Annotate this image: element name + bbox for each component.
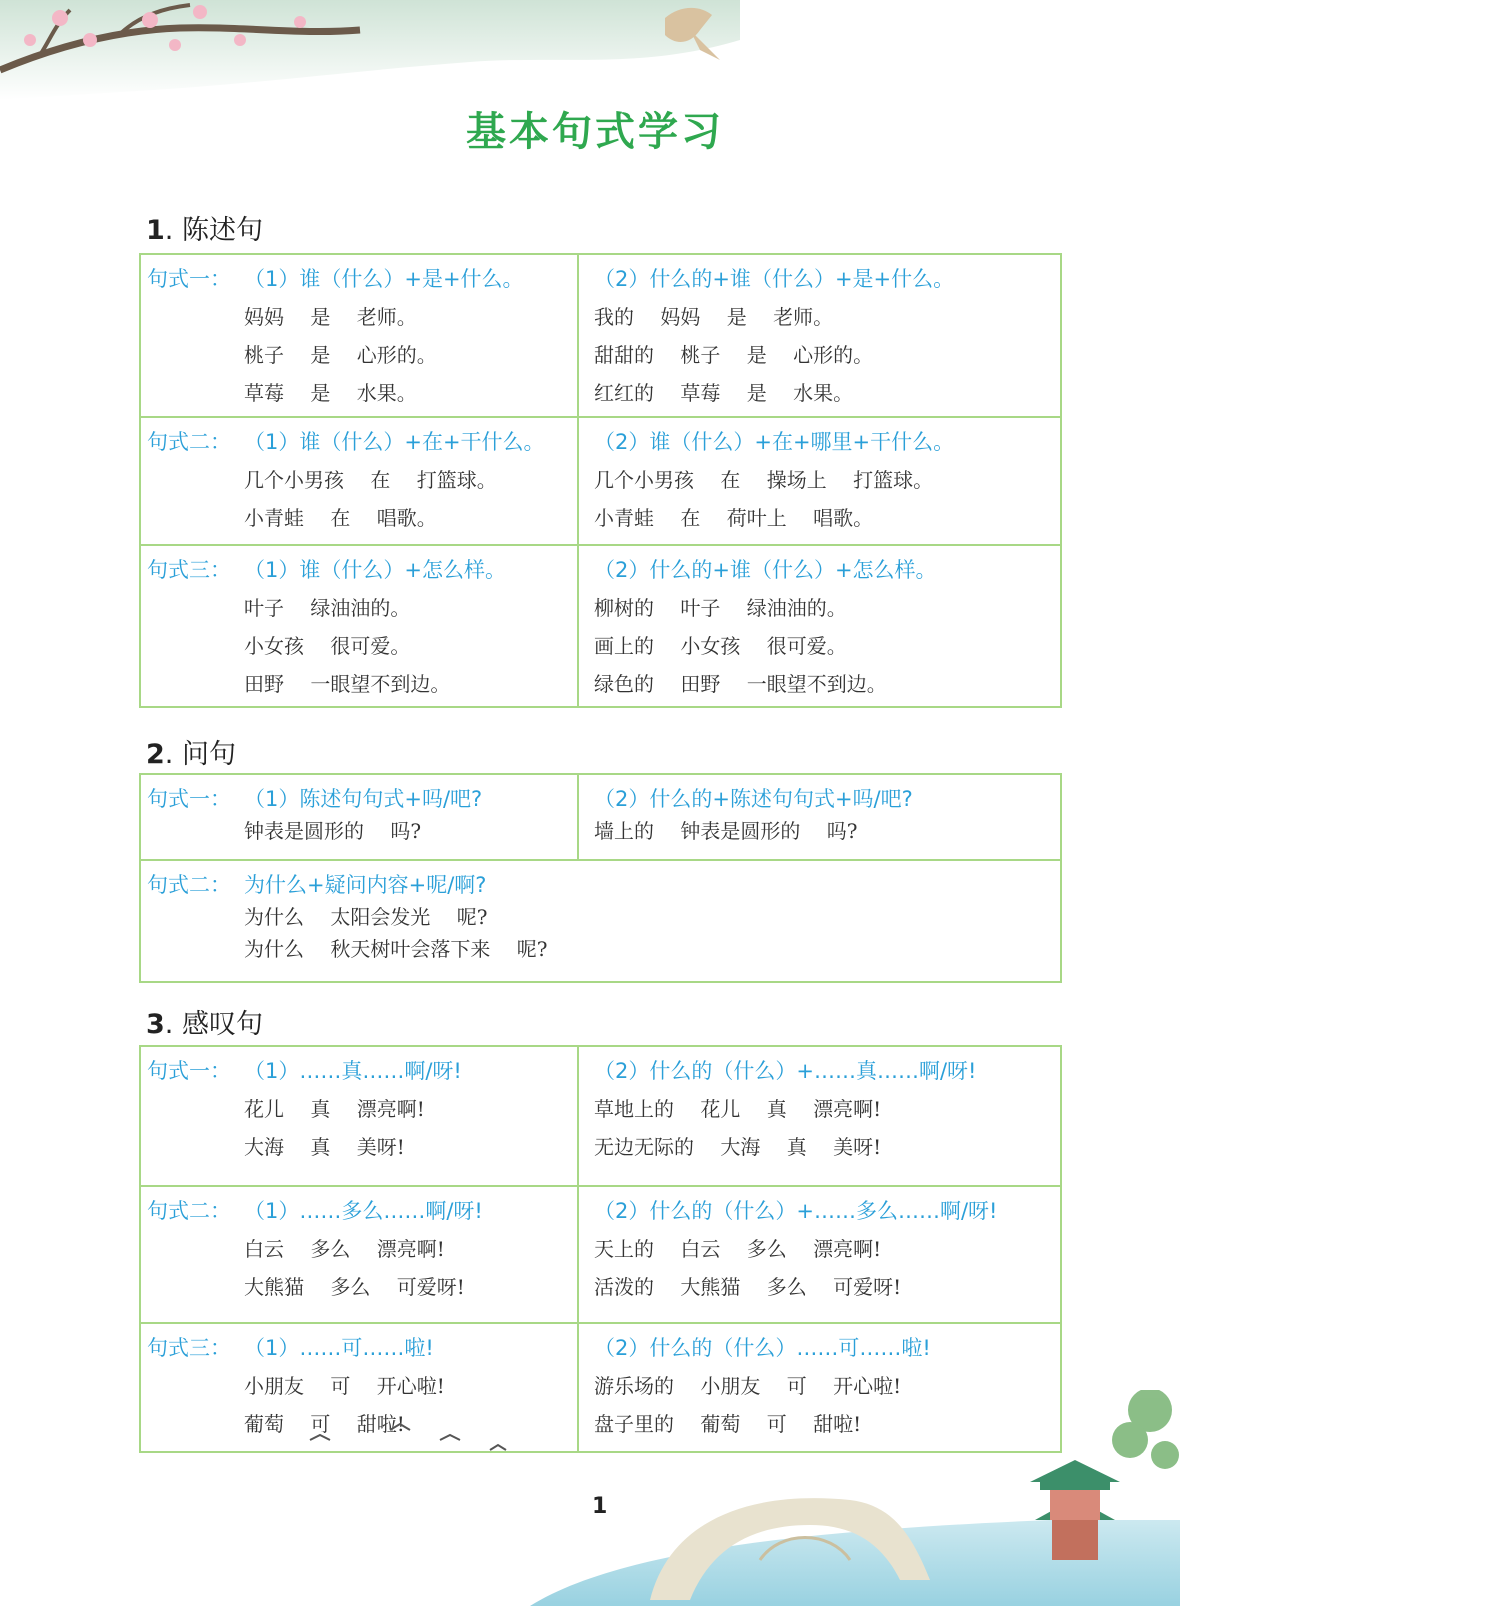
pattern-formula: （2）什么的（什么）+……真……啊/呀! (594, 1059, 977, 1083)
pattern-formula: （1）谁（什么）+怎么样。 (244, 558, 506, 582)
pattern-formula: （1）……可……啦! (244, 1336, 434, 1360)
pattern-label: 句式二： (147, 430, 231, 454)
section-heading: 1. 陈述句 (146, 215, 263, 246)
example-sentence: 无边无际的 大海 真 美呀! (594, 1135, 882, 1159)
section-heading: 3. 感叹句 (146, 1009, 263, 1040)
pattern-cell (578, 1046, 1061, 1186)
example-sentence: 桃子 是 心形的。 (244, 343, 437, 367)
pattern-cell (578, 545, 1061, 707)
table-row (140, 417, 1061, 545)
pattern-cell (140, 417, 578, 545)
example-sentence: 绿色的 田野 一眼望不到边。 (594, 672, 887, 696)
example-sentence: 红红的 草莓 是 水果。 (594, 381, 854, 405)
pattern-label: 句式一： (147, 267, 231, 291)
example-sentence: 葡萄 可 甜啦! (244, 1412, 405, 1436)
example-sentence: 白云 多么 漂亮啊! (244, 1237, 445, 1261)
example-sentence: 甜甜的 桃子 是 心形的。 (594, 343, 874, 367)
example-sentence: 草莓 是 水果。 (244, 381, 417, 405)
pattern-formula: （1）陈述句句式+吗/吧? (244, 787, 483, 811)
table-row (140, 254, 1061, 417)
pattern-formula: （2）什么的（什么）……可……啦! (594, 1336, 931, 1360)
example-sentence: 墙上的 钟表是圆形的 吗? (594, 819, 858, 843)
table-row (140, 774, 1061, 860)
pattern-formula: （2）什么的+谁（什么）+怎么样。 (594, 558, 937, 582)
pattern-cell (578, 1186, 1061, 1323)
example-sentence: 我的 妈妈 是 老师。 (594, 305, 834, 329)
example-sentence: 大海 真 美呀! (244, 1135, 405, 1159)
pattern-formula: （1）……多么……啊/呀! (244, 1199, 483, 1223)
pattern-label: 句式一： (147, 787, 231, 811)
example-sentence: 妈妈 是 老师。 (244, 305, 417, 329)
example-sentence: 田野 一眼望不到边。 (244, 672, 451, 696)
section-heading-text: 陈述句 (181, 215, 263, 246)
pattern-formula: （2）谁（什么）+在+哪里+干什么。 (594, 430, 955, 454)
table-row (140, 1046, 1061, 1186)
example-sentence: 花儿 真 漂亮啊! (244, 1097, 425, 1121)
pattern-cell (140, 545, 578, 707)
example-sentence: 叶子 绿油油的。 (244, 596, 411, 620)
example-sentence: 小女孩 很可爱。 (244, 634, 411, 658)
example-sentence: 大熊猫 多么 可爱呀! (244, 1275, 465, 1299)
pattern-formula: （1）……真……啊/呀! (244, 1059, 462, 1083)
pattern-cell (140, 1046, 578, 1186)
table-row (140, 545, 1061, 707)
pattern-label: 句式三： (147, 558, 231, 582)
section-heading-text: 问句 (181, 739, 236, 770)
page-title: 基本句式学习 (466, 109, 724, 155)
pattern-formula: （1）谁（什么）+在+干什么。 (244, 430, 545, 454)
example-sentence: 钟表是圆形的 吗? (244, 819, 422, 843)
example-sentence: 游乐场的 小朋友 可 开心啦! (594, 1374, 902, 1398)
pattern-formula: （2）什么的（什么）+……多么……啊/呀! (594, 1199, 998, 1223)
table-row (140, 860, 1061, 982)
pattern-label: 句式二： (147, 873, 231, 897)
example-sentence: 为什么 秋天树叶会落下来 呢? (244, 937, 548, 961)
section-number: 1 (146, 215, 165, 246)
pattern-cell (140, 774, 578, 860)
example-sentence: 小青蛙 在 唱歌。 (244, 506, 437, 530)
example-sentence: 天上的 白云 多么 漂亮啊! (594, 1237, 882, 1261)
example-sentence: 柳树的 叶子 绿油油的。 (594, 596, 847, 620)
example-sentence: 为什么 太阳会发光 呢? (244, 905, 488, 929)
example-sentence: 几个小男孩 在 操场上 打篮球。 (594, 468, 934, 492)
page-number: 1 (592, 1494, 608, 1519)
pattern-cell (578, 417, 1061, 545)
pattern-label: 句式三： (147, 1336, 231, 1360)
section-number: 2 (146, 739, 165, 770)
example-sentence: 画上的 小女孩 很可爱。 (594, 634, 847, 658)
section-heading-text: 感叹句 (181, 1009, 263, 1040)
pattern-cell (140, 1186, 578, 1323)
question-table (139, 773, 1062, 983)
section-heading: 2. 问句 (146, 739, 236, 770)
example-sentence: 小青蛙 在 荷叶上 唱歌。 (594, 506, 874, 530)
pattern-formula: （2）什么的+陈述句句式+吗/吧? (594, 787, 913, 811)
pattern-cell (140, 860, 1061, 982)
section-number: 3 (146, 1009, 165, 1040)
bridge-pavilion-illustration (290, 1390, 1180, 1606)
plum-blossom-illustration (0, 0, 740, 100)
example-sentence: 盘子里的 葡萄 可 甜啦! (594, 1412, 862, 1436)
pattern-cell (578, 774, 1061, 860)
statement-table (139, 253, 1062, 708)
pattern-formula: （1）谁（什么）+是+什么。 (244, 267, 524, 291)
example-sentence: 草地上的 花儿 真 漂亮啊! (594, 1097, 882, 1121)
table-row (140, 1186, 1061, 1323)
example-sentence: 活泼的 大熊猫 多么 可爱呀! (594, 1275, 902, 1299)
pattern-label: 句式二： (147, 1199, 231, 1223)
pattern-cell (578, 254, 1061, 417)
example-sentence: 几个小男孩 在 打篮球。 (244, 468, 497, 492)
pattern-cell (140, 254, 578, 417)
pattern-formula: 为什么+疑问内容+呢/啊? (244, 873, 487, 897)
pattern-formula: （2）什么的+谁（什么）+是+什么。 (594, 267, 955, 291)
example-sentence: 小朋友 可 开心啦! (244, 1374, 445, 1398)
pattern-label: 句式一： (147, 1059, 231, 1083)
